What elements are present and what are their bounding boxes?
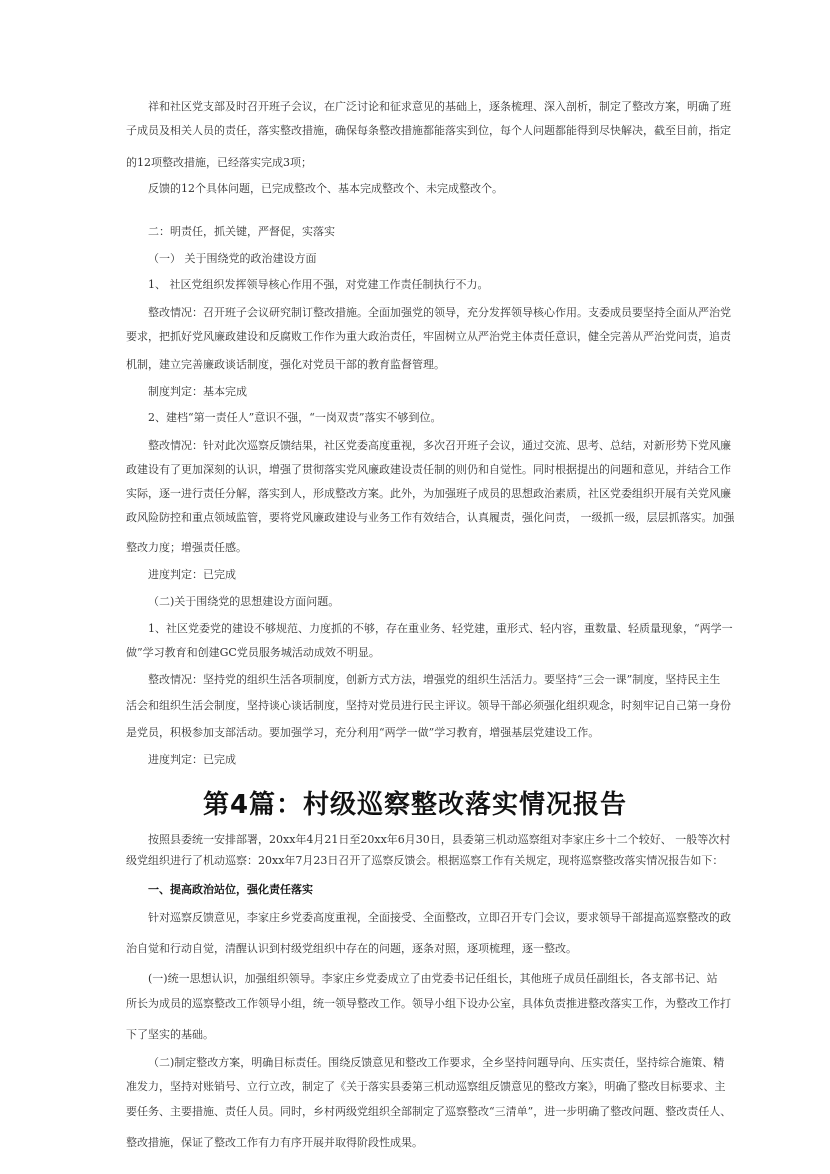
text-line: 要求，把抓好党风廉政建设和反腐败工作作为重大政治责任，牢固树立从严治党主体责任意识，健全完善从严治党问责，追责 [126,330,731,343]
text-line: 祥和社区党支部及时召开班子会议，在广泛讨论和征求意见的基础上，逐条梳理、深入剖析，制定了整改方案，明确了班 [148,100,731,113]
text-line: 针对巡察反馈意见，李家庄乡党委高度重视，全面接受、全面整改，立即召开专门会议，要求领导干部提高巡察整改的政 [148,911,731,924]
text-line: 的12项整改措施，已经落实完成3项； [126,156,312,169]
text-line: 整改情况：针对此次巡察反馈结果，社区党委高度重视，多次召开班子会议，通过交流、思考、总结，对新形势下党风廉 [148,439,731,452]
text-line: 机制，建立完善廉政谈话制度，强化对党员干部的教育监督管理。 [126,358,445,371]
text-line: 级党组织进行了机动巡察：20xx年7月23日召开了巡察反馈会。根据巡察工作有关规定，现将巡察整改落实情况报告如下： [126,854,724,867]
issue-item: 做”学习教育和创建GC党员服务城活动成效不明显。 [126,646,380,659]
section-heading: 一、提高政治站位，强化责任落实 [148,883,313,896]
text-line: 政建设有了更加深刻的认识，增强了贯彻落实党风廉政建设责任制的则仍和自觉性。同时根据提出的问题和意见，并结合工作 [126,463,731,476]
section-heading: 二：明责任，抓关键，严督促，实落实 [148,225,335,238]
text-line: 子成员及相关人员的责任，落实整改措施，确保每条整改措施都能落实到位，每个人问题都能得到尽快解决，截至目前，指定 [126,124,731,137]
subsection-heading: （一） 关于围绕党的政治建设方面 [148,252,317,265]
judgement-line: 制度判定：基本完成 [148,385,247,398]
text-line: (一)统一思想认识，加强组织领导。李家庄乡党委成立了由党委书记任组长，其他班子成员任副组长，各支部书记、站 [148,972,718,985]
text-line: 是党员，积极参加支部活动。要加强学习，充分利用“两学一做”学习教育，增强基层党建设工作。 [126,726,600,739]
text-line: 整改情况：召开班子会议研究制订整改措施。全面加强党的领导，充分发挥领导核心作用。支委成员要坚持全面从严治党 [148,306,731,319]
text-line: 准发力，坚持对账销号、立行立改，制定了《关于落实县委第三机动巡察组反馈意见的整改方案》，明确了整改目标要求、主 [126,1080,726,1093]
judgement-line: 进度判定：已完成 [148,753,236,766]
text-line: 整改力度；增强责任感。 [126,541,247,554]
text-line: 治自觉和行动自觉，清醒认识到村级党组织中存在的问题，逐条对照，逐项梳理，逐一整改。 [126,942,577,955]
text-line: 反馈的12个具体问题，已完成整改个、基本完成整改个、未完成整改个。 [148,182,503,195]
text-line: 整改情况：坚持党的组织生活各项制度，创新方式方法，增强党的组织生活活力。要坚持“三会一课”制度，坚持民主生 [148,673,721,686]
issue-item: 1、社区党委党的建设不够规范、力度抓的不够，存在重业务、轻党建，重形式、轻内容，重数量、轻质量现象，“两学一 [148,622,733,635]
issue-item: 1、 社区党组织发挥领导核心作用不强，对党建工作责任制执行不力。 [148,278,489,291]
text-line: 活会和组织生活会制度，坚持谈心谈话制度，坚持对党员进行民主评议。领导干部必须强化组织观念，时刻牢记自己第一身份 [126,699,731,712]
text-line: 政风险防控和重点领域监管，要将党风廉政建设与业务工作有效结合，认真履责，强化问责， 一级抓一级，层层抓落实。加强 [126,511,735,524]
text-line: 下了坚实的基础。 [126,1028,214,1041]
text-line: 整改措施，保证了整改工作有力有序开展并取得阶段性成果。 [126,1136,423,1149]
text-line: 按照县委统一安排部署，20xx年4月21日至20xx年6月30日，县委第三机动巡察组对李家庄乡十二个较好、 一般等次村 [148,833,731,846]
issue-item: 2、建档“第一责任人”意识不强，“一岗双责”落实不够到位。 [148,411,442,424]
text-line: 要任务、主要措施、责任人员。同时，乡村两级党组织全部制定了巡察整改“三清单”，进一步明确了整改问题、整改责任人、 [126,1105,732,1118]
page-title: 第4篇：村级巡察整改落实情况报告 [202,790,628,820]
subsection-heading: （二)关于围绕党的思想建设方面问题。 [148,595,340,608]
text-line: （二)制定整改方案，明确目标责任。围绕反馈意见和整改工作要求，全乡坚持问题导向、压实责任，坚持综合施策、精 [148,1056,725,1069]
text-line: 实际，逐一进行责任分解，落实到人，形成整改方案。此外，为加强班子成员的思想政治素质，社区党委组织开展有关党风廉 [126,487,731,500]
judgement-line: 进度判定：已完成 [148,568,236,581]
text-line: 所长为成员的巡察整改工作领导小组，统一领导整改工作。领导小组下设办公室，具体负责推进整改落实工作，为整改工作打 [126,997,731,1010]
